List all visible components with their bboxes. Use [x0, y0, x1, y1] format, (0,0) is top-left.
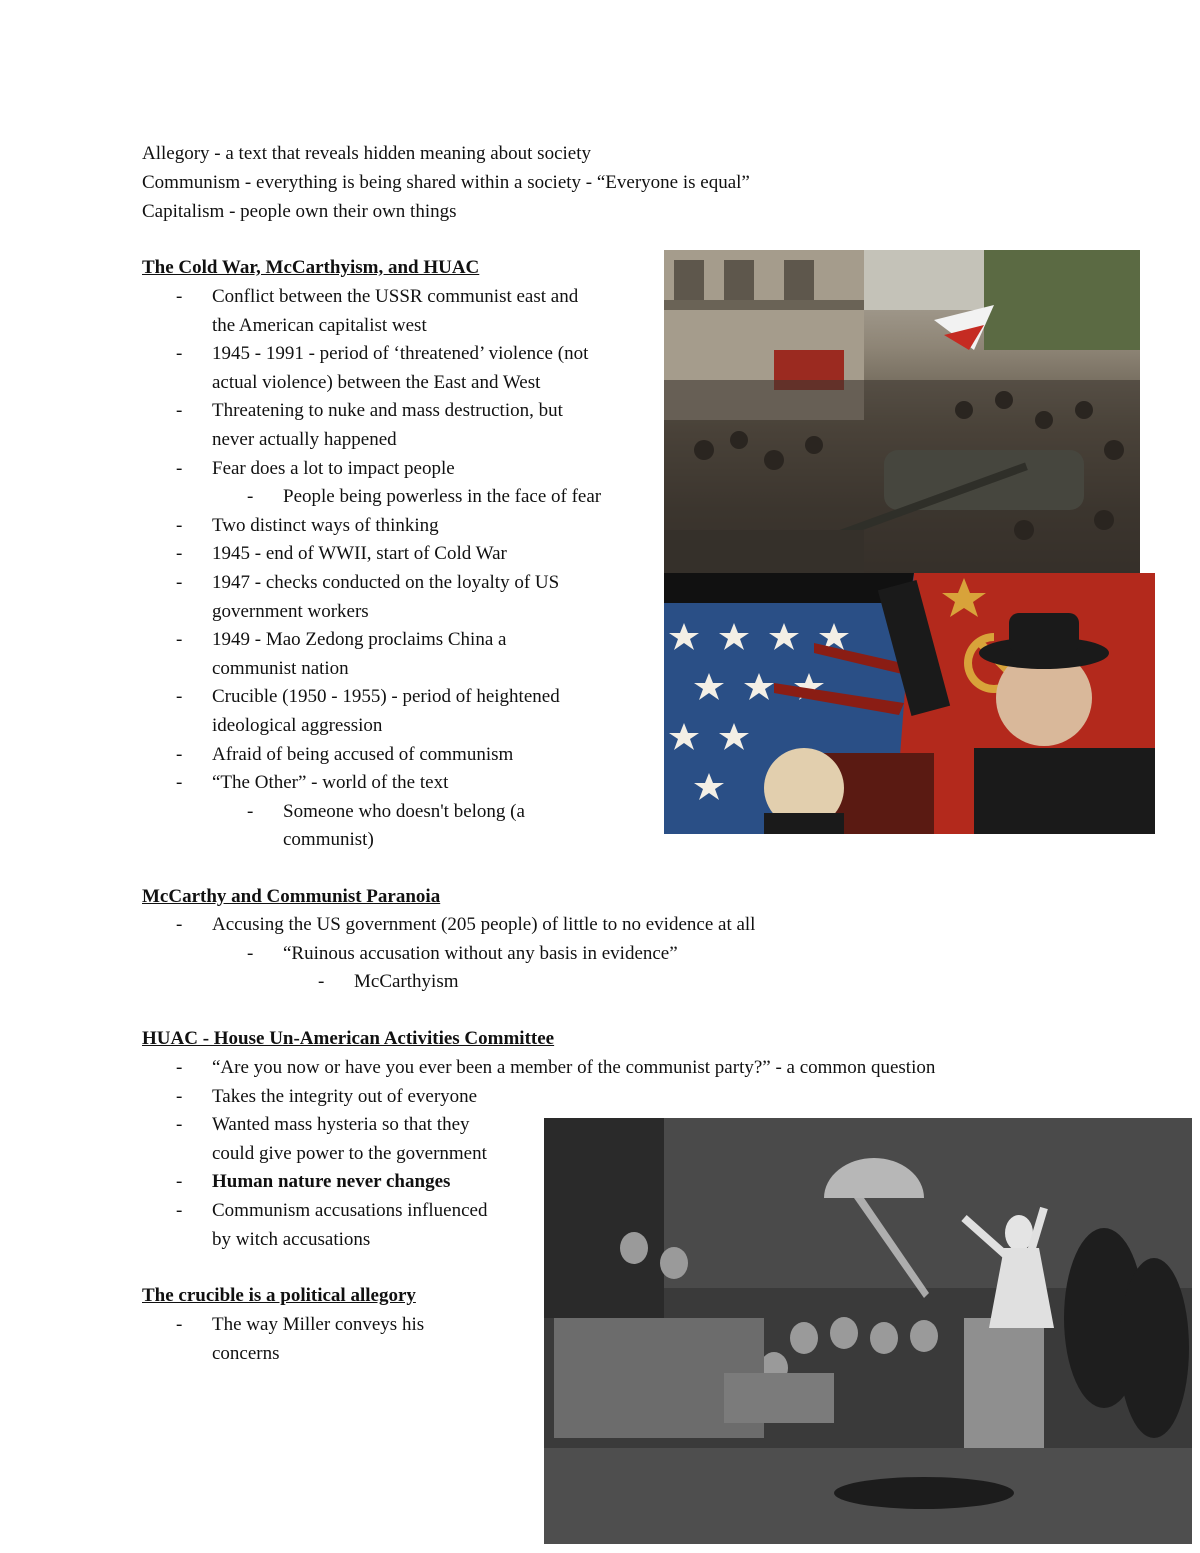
heading-huac: HUAC - House Un-American Activities Committee — [142, 1028, 555, 1049]
list-item-text: Threatening to nuke and mass destruction, but — [212, 400, 563, 422]
bullet-dash: - — [176, 914, 183, 935]
list-item-text: 1947 - checks conducted on the loyalty of US — [212, 572, 560, 593]
list-item-text: Accusing the US government (205 people) of little to no evidence at all — [212, 914, 756, 935]
list-item-text: Fear does a lot to impact people — [212, 457, 455, 479]
bullet-dash: - — [176, 514, 183, 536]
list-item-text: “Ruinous accusation without any basis in evidence” — [283, 942, 678, 964]
bullet-dash: - — [176, 1200, 183, 1221]
list-item-text: government workers — [212, 600, 369, 622]
list-item-text: Conflict between the USSR communist east and — [212, 286, 579, 307]
bullet-dash: - — [176, 686, 183, 708]
list-item-text: 1945 - 1991 - period of ‘threatened’ violence (not — [212, 343, 589, 365]
list-item-text: Afraid of being accused of communism — [212, 743, 514, 765]
list-item-text: “The Other” - world of the text — [212, 772, 449, 794]
bullet-dash: - — [176, 543, 183, 565]
bullet-dash: - — [176, 572, 183, 593]
list-item-text: McCarthyism — [354, 971, 459, 993]
list-item-text: communist) — [283, 829, 374, 851]
bullet-dash: - — [176, 1085, 183, 1107]
bullet-dash: - — [176, 343, 183, 365]
definition-communism: Communism - everything is being shared within a society - “Everyone is equal” — [142, 172, 750, 193]
bullet-dash: - — [247, 486, 254, 508]
bullet-dash: - — [176, 743, 183, 765]
heading-cold-war: The Cold War, McCarthyism, and HUAC — [142, 257, 480, 278]
cold-war-protest-photo — [664, 250, 1140, 573]
bullet-dash: - — [247, 800, 254, 822]
bullet-dash: - — [176, 629, 183, 651]
list-item-text: Wanted mass hysteria so that they — [212, 1114, 470, 1136]
list-item-text: concerns — [212, 1342, 280, 1364]
bullet-dash: - — [176, 286, 183, 307]
list-item-text: Takes the integrity out of everyone — [212, 1085, 478, 1107]
bullet-dash: - — [318, 971, 325, 993]
list-item-text: The way Miller conveys his — [212, 1314, 425, 1335]
witch-trial-engraving — [544, 1118, 1192, 1544]
heading-crucible-allegory: The crucible is a political allegory — [142, 1285, 416, 1306]
bullet-dash: - — [176, 1114, 183, 1136]
bullet-dash: - — [176, 457, 183, 479]
list-item-text: communist nation — [212, 657, 349, 679]
list-item-text: Someone who doesn't belong (a — [283, 800, 525, 822]
bullet-dash: - — [176, 400, 183, 422]
list-item-text: ideological aggression — [212, 715, 383, 736]
list-item-text: could give power to the government — [212, 1142, 487, 1164]
definition-allegory: Allegory - a text that reveals hidden meaning about society — [142, 143, 591, 164]
definition-capitalism: Capitalism - people own their own things — [142, 201, 457, 222]
cold-war-propaganda-collage — [664, 573, 1155, 834]
list-item-text: “Are you now or have you ever been a member of the communist party?” - a common question — [212, 1057, 936, 1078]
heading-mccarthy: McCarthy and Communist Paranoia — [142, 886, 441, 907]
list-item-text: People being powerless in the face of fear — [283, 486, 602, 508]
list-item-text: actual violence) between the East and West — [212, 371, 541, 393]
list-item-text: Two distinct ways of thinking — [212, 514, 439, 536]
list-item-text: by witch accusations — [212, 1228, 371, 1250]
list-item-text: Crucible (1950 - 1955) - period of heightened — [212, 686, 560, 708]
list-item-text: never actually happened — [212, 429, 397, 450]
bullet-dash: - — [176, 1314, 183, 1335]
list-item-text: 1945 - end of WWII, start of Cold War — [212, 543, 507, 565]
bullet-dash: - — [176, 1057, 183, 1078]
list-item-text: Human nature never changes — [212, 1171, 451, 1193]
list-item-text: the American capitalist west — [212, 314, 427, 336]
list-item-text: Communism accusations influenced — [212, 1200, 488, 1221]
bullet-dash: - — [176, 1171, 183, 1193]
bullet-dash: - — [176, 772, 183, 794]
bullet-dash: - — [247, 942, 254, 964]
list-item-text: 1949 - Mao Zedong proclaims China a — [212, 629, 507, 651]
